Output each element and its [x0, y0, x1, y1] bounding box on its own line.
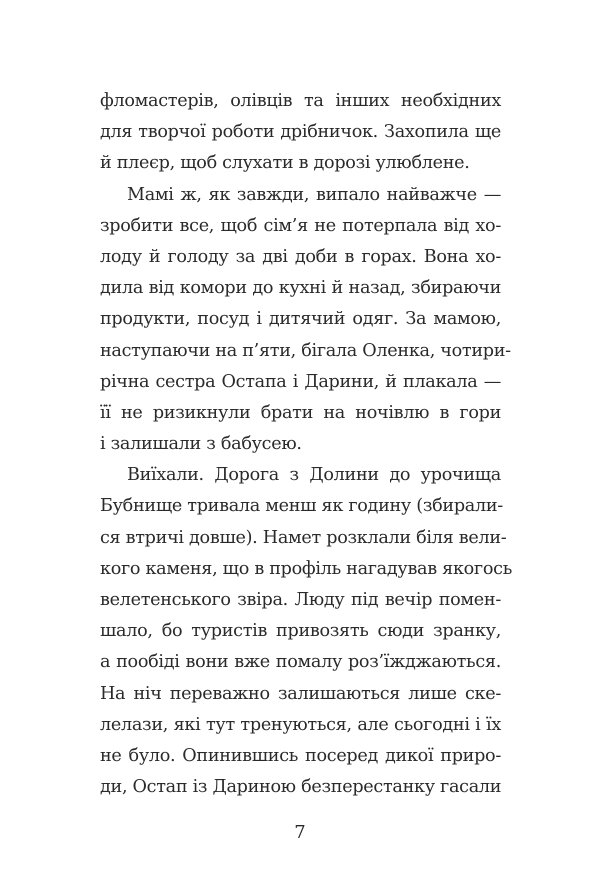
text-line: і залишали з бабусею. — [100, 434, 302, 455]
paragraph — [100, 180, 511, 461]
text-line: для творчої роботи дрібничок. Захопила ще — [100, 122, 501, 143]
text-line: не було. Опинившись посеред дикої приро- — [100, 745, 501, 766]
text-line: зробити все, щоб сім’я не потерпала від хо- — [100, 215, 501, 236]
book-page-text — [100, 86, 512, 803]
text-line: фломастерів, олівців та інших необхідних — [100, 91, 501, 111]
text-line: а пообіді вони вже помалу роз’їжджаються. — [100, 652, 501, 673]
text-line: продукти, посуд і дитячий одяг. За мамою, — [100, 309, 501, 330]
text-line: дила від комори до кухні й назад, збираючи — [100, 278, 501, 299]
text-line: лелази, які тут тренуються, але сьогодні і їх — [100, 714, 501, 735]
text-line: Мамі ж, як завжди, випало найважче — — [127, 184, 501, 205]
text-line: й плеєр, щоб слухати в дорозі улюблене. — [100, 153, 470, 174]
text-line: наступаючи на п’яти, бігала Оленка, чотири- — [100, 340, 511, 361]
text-line: кого каменя, що в профіль нагадував якогось — [100, 558, 512, 579]
text-line: Бубнище тривала менш як годину (збирали- — [100, 496, 503, 517]
text-line: ди, Остап із Дариною безперестанку гасали — [100, 777, 502, 798]
text-line: Виїхали. Дорога з Долини до урочища — [127, 465, 501, 486]
paragraph — [100, 460, 512, 803]
page-number: 7 — [294, 822, 306, 843]
text-line: шало, бо туристів привозять сюди зранку, — [100, 621, 501, 642]
text-line: річна сестра Остапа і Дарини, й плакала — — [100, 371, 501, 392]
text-line: її не ризикнули брати на ночівлю в гори — [100, 402, 501, 423]
text-line: ся втричі довше). Намет розклали біля вели- — [100, 527, 507, 548]
text-line: велетенського звіра. Люду під вечір помен- — [100, 590, 501, 610]
text-line: лоду й голоду за дві доби в горах. Вона хо- — [100, 246, 501, 267]
paragraph — [100, 86, 501, 180]
text-line: На ніч переважно залишаються лише ске- — [100, 683, 501, 704]
